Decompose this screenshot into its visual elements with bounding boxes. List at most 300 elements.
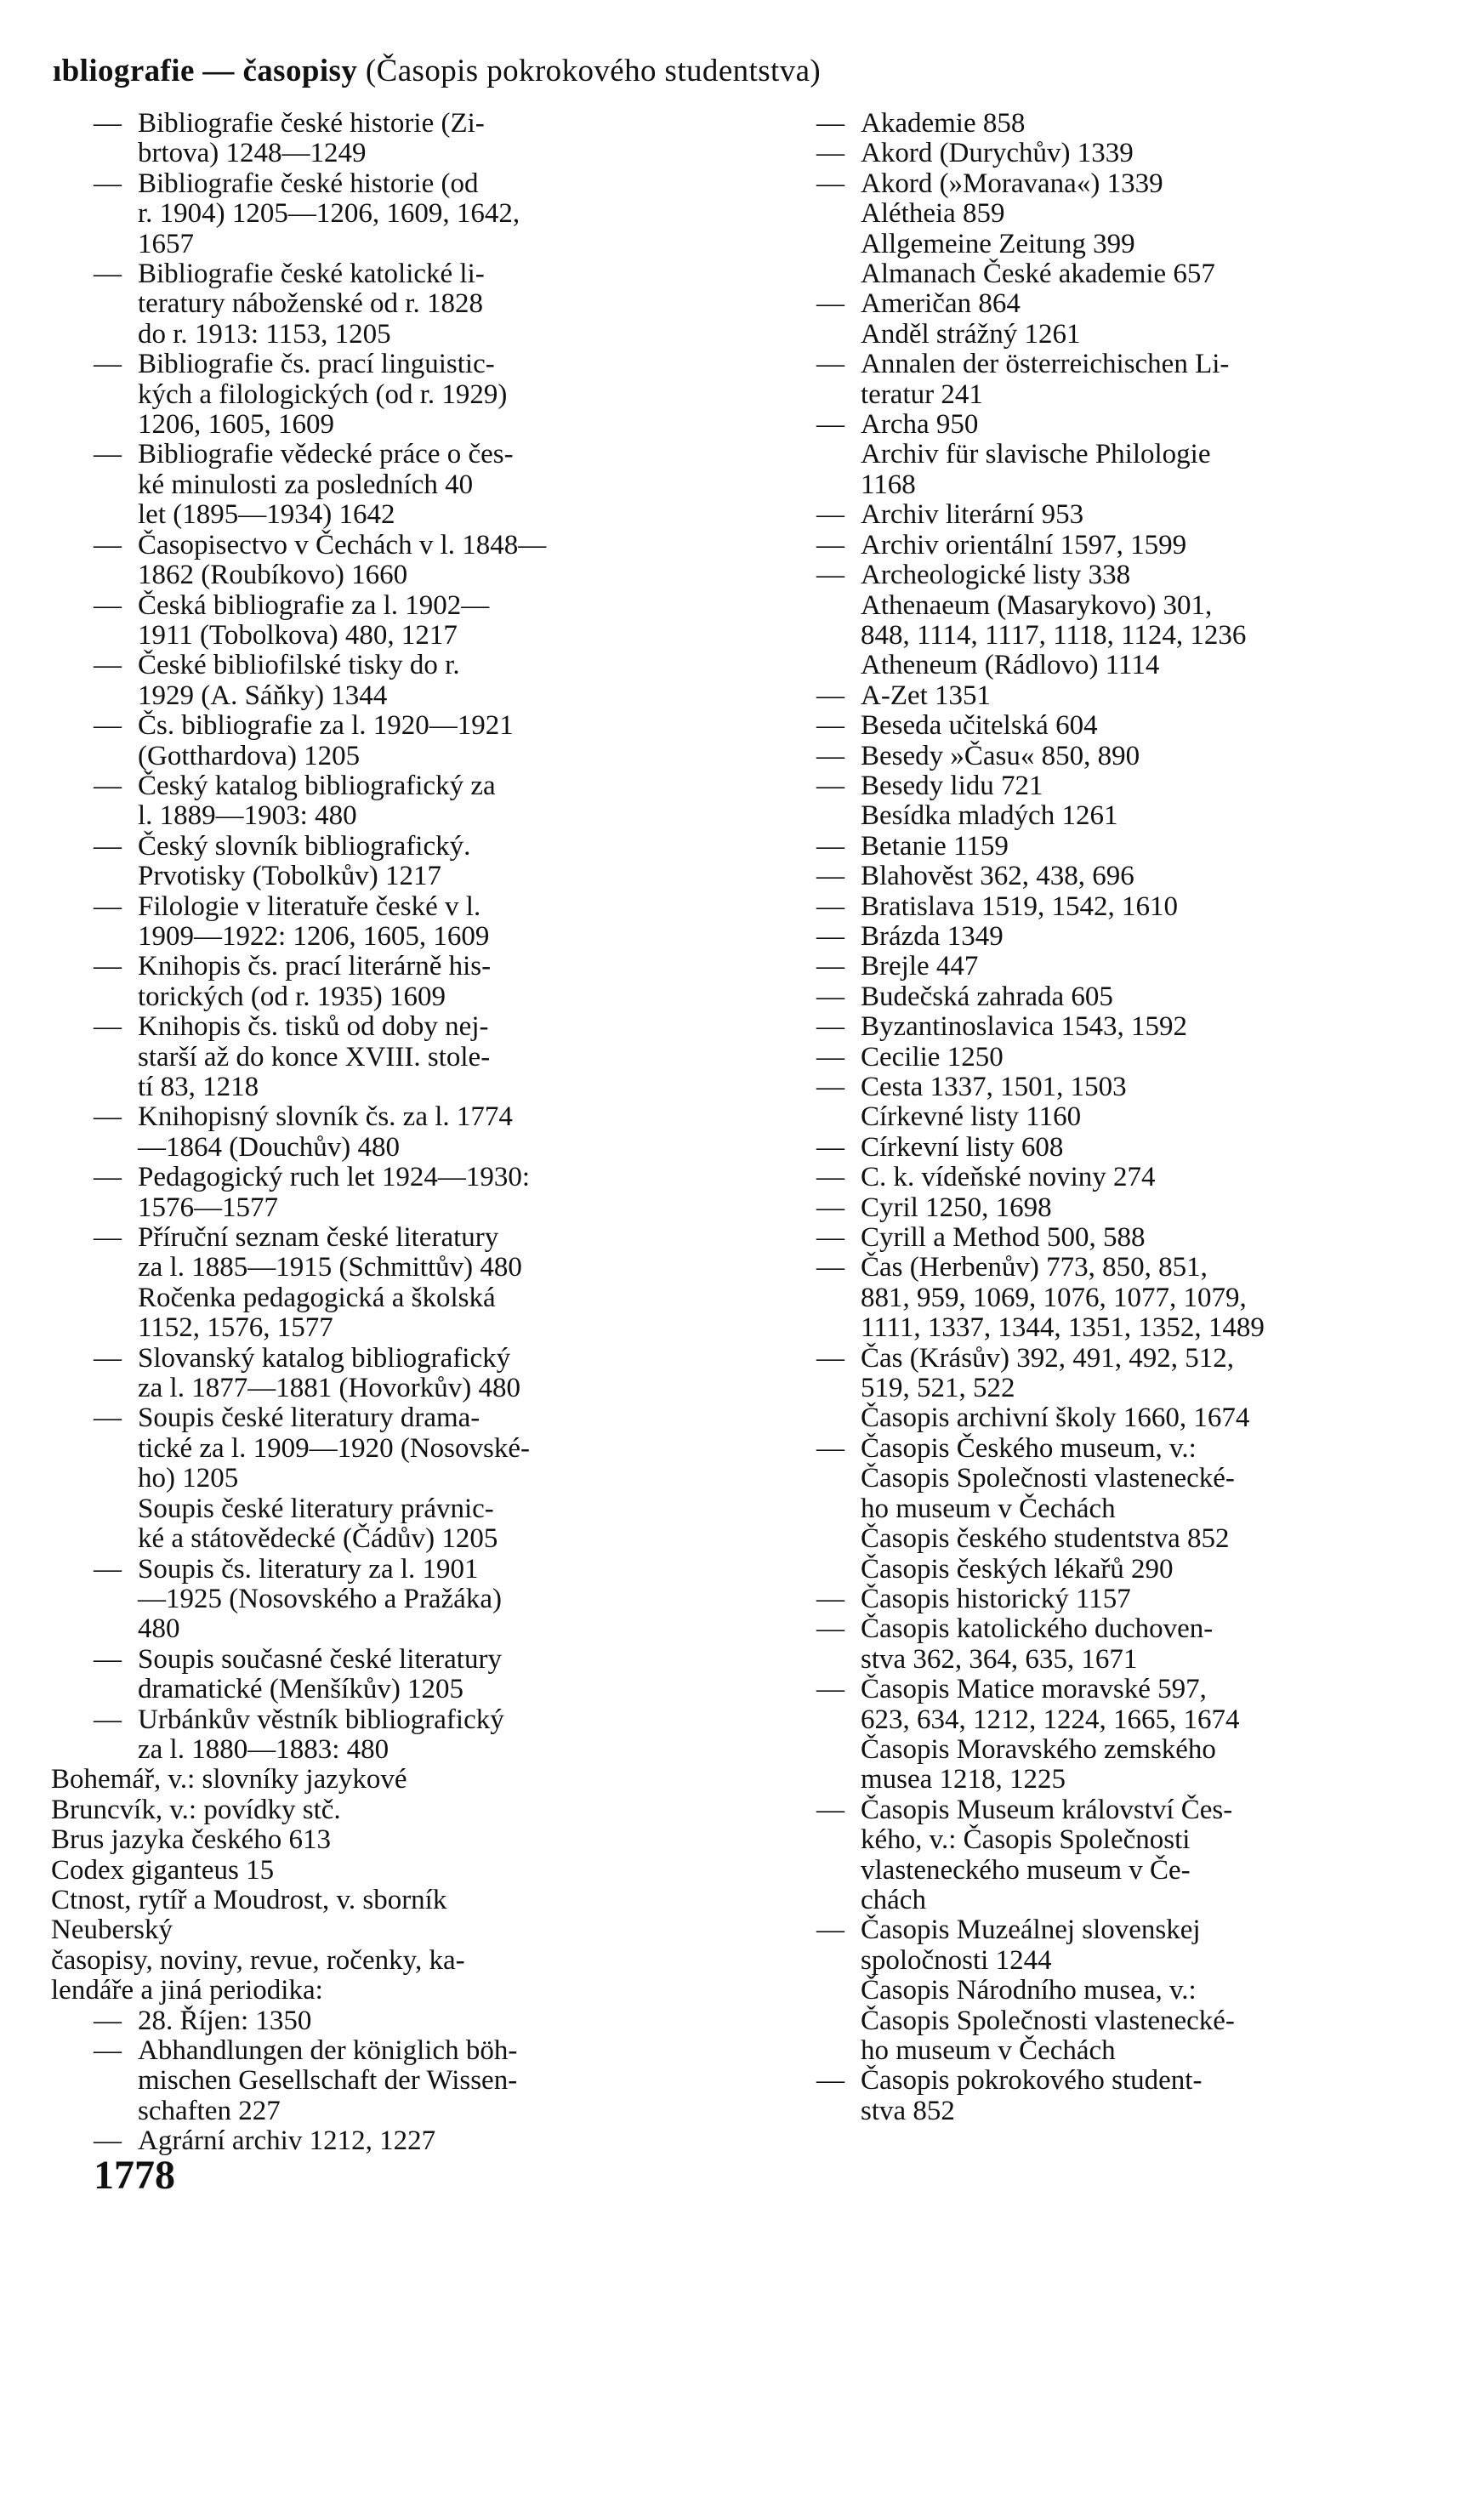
index-entry [816, 560, 1361, 590]
index-entry [94, 651, 706, 711]
entry-text: Český slovník bibliografický. [138, 830, 471, 862]
entry-dash: — [94, 890, 122, 922]
entry-line: za l. 1877—1881 (Hovorkův) 480 [138, 1373, 521, 1404]
entry-text: Čs. bibliografie za l. 1920—1921 [138, 710, 514, 742]
entry-line [94, 892, 706, 922]
entry-dash: — [816, 1915, 844, 1946]
entry-line: 1206, 1605, 1609 [138, 409, 334, 441]
entry-line [816, 742, 1361, 771]
entry-line: Athenaeum (Masarykovo) 301, [861, 589, 1213, 621]
index-entry [816, 169, 1361, 199]
entry-dash: — [816, 108, 844, 139]
entry-line: dramatické (Menšíkův) 1205 [138, 1674, 464, 1705]
entry-line: 1911 (Tobolkova) 480, 1217 [138, 619, 458, 651]
index-entry [51, 1765, 706, 1795]
entry-line: za l. 1880—1883: 480 [138, 1733, 389, 1765]
index-entry [816, 1735, 1361, 1795]
entry-text: Archeologické listy 338 [861, 560, 1131, 591]
entry-text: Brejle 447 [861, 951, 979, 982]
entry-dash: — [94, 1222, 122, 1254]
entry-line [94, 109, 706, 139]
entry-text: Časopisectvo v Čechách v l. 1848— [138, 529, 547, 560]
entry-text: České bibliofilské tisky do r. [138, 650, 460, 681]
entry-dash: — [816, 861, 844, 892]
entry-line [94, 259, 706, 289]
entry-line [816, 2066, 1361, 2096]
index-entry [94, 1283, 706, 1344]
entry-dash: — [816, 138, 844, 169]
index-entry [94, 711, 706, 771]
entry-dash: — [94, 1553, 122, 1585]
index-entry [816, 801, 1361, 831]
entry-dash: — [816, 1674, 844, 1705]
index-entry [94, 2126, 706, 2156]
entry-text: Besedy lidu 721 [861, 770, 1043, 801]
entry-line: Časopis Moravského zemského [861, 1733, 1216, 1765]
entry-line [94, 169, 706, 199]
entry-line [816, 1163, 1361, 1192]
entry-text: Cesta 1337, 1501, 1503 [861, 1072, 1127, 1102]
entry-dash: — [94, 951, 122, 982]
entry-text: C. k. vídeňské noviny 274 [861, 1162, 1156, 1193]
entry-line: 1657 [138, 228, 194, 259]
entry-text: Příruční seznam české literatury [138, 1222, 499, 1254]
index-entry [816, 1102, 1361, 1132]
entry-text: Časopis historický 1157 [861, 1583, 1131, 1614]
index-entry [816, 500, 1361, 530]
entry-line: stva 852 [861, 2095, 955, 2126]
entry-dash: — [94, 1704, 122, 1735]
entry-text: Američan 864 [861, 288, 1021, 320]
entry-text: Filologie v literatuře české v l. [138, 890, 481, 922]
index-entry [94, 350, 706, 440]
entry-line [94, 952, 706, 982]
index-entry [816, 1073, 1361, 1102]
entry-line: ho museum v Čechách [861, 2035, 1116, 2066]
index-entry [94, 109, 706, 169]
entry-line: Časopis českých lékařů 290 [861, 1553, 1174, 1585]
index-entry [51, 1886, 706, 1946]
entry-line: 1576—1577 [138, 1192, 278, 1223]
index-entry [94, 591, 706, 652]
entry-dash: — [94, 589, 122, 621]
index-entry [816, 711, 1361, 741]
running-header [53, 53, 821, 89]
entry-text: Budečská zahrada 605 [861, 981, 1113, 1012]
index-entry [816, 1585, 1361, 1614]
entry-text: Betanie 1159 [861, 830, 1009, 862]
entry-text: Bibliografie české historie (od [138, 168, 479, 199]
index-entry [816, 259, 1361, 289]
entry-text: Knihopis čs. tisků od doby nej- [138, 1011, 489, 1043]
entry-dash: — [816, 920, 844, 952]
index-entry [816, 1434, 1361, 1524]
index-entry [816, 591, 1361, 652]
entry-line [94, 1223, 706, 1253]
entry-line [816, 1585, 1361, 1614]
entry-line: Časopis Společnosti vlastenecké- [861, 1463, 1235, 1494]
entry-line: tí 83, 1218 [138, 1072, 259, 1102]
entry-dash: — [94, 259, 122, 290]
entry-text: Čas (Herbenův) 773, 850, 851, [861, 1252, 1208, 1283]
entry-line: Almanach České akademie 657 [861, 259, 1215, 290]
entry-dash: — [816, 288, 844, 320]
index-entry [94, 1494, 706, 1555]
index-entry [816, 1675, 1361, 1735]
entry-text: Archiv literární 953 [861, 499, 1084, 531]
entry-dash: — [816, 499, 844, 531]
entry-line: kého, v.: Časopis Společnosti [861, 1824, 1191, 1856]
entry-line [816, 531, 1361, 560]
entry-line: 1152, 1576, 1577 [138, 1312, 333, 1344]
entry-text: Čas (Krásův) 392, 491, 492, 512, [861, 1342, 1235, 1374]
entry-line [816, 1675, 1361, 1704]
index-entry [816, 1524, 1361, 1554]
entry-text: 28. Říjen: 1350 [138, 2005, 312, 2036]
entry-dash: — [816, 409, 844, 441]
index-entry [816, 440, 1361, 500]
entry-text: Česká bibliografie za l. 1902— [138, 589, 490, 621]
entry-line [816, 1915, 1361, 1945]
entry-line: 1862 (Roubíkovo) 1660 [138, 560, 408, 591]
entry-line: Besídka mladých 1261 [861, 800, 1118, 832]
index-entry [816, 1976, 1361, 2066]
entry-line: vlasteneckého museum v Če- [861, 1854, 1191, 1886]
entry-line [94, 771, 706, 801]
entry-line [816, 862, 1361, 891]
entry-dash: — [816, 830, 844, 862]
entry-line: 1909—1922: 1206, 1605, 1609 [138, 920, 490, 952]
entry-line [94, 591, 706, 621]
index-entry [816, 1795, 1361, 1916]
entry-text: Bibliografie české historie (Zi- [138, 108, 485, 139]
entry-text: Archa 950 [861, 409, 979, 441]
entry-line [816, 922, 1361, 952]
index-entry [94, 952, 706, 1012]
index-entry [816, 982, 1361, 1012]
entry-line [816, 982, 1361, 1012]
entry-line: Alétheia 859 [861, 198, 1005, 230]
entry-line: Anděl strážný 1261 [861, 318, 1081, 350]
entry-line: 1168 [861, 469, 916, 500]
index-entry [816, 681, 1361, 711]
index-entry [94, 1223, 706, 1283]
entry-text: Annalen der österreichischen Li- [861, 349, 1230, 380]
entry-line [816, 410, 1361, 440]
index-entry [816, 1043, 1361, 1073]
entry-text: Bratislava 1519, 1542, 1610 [861, 890, 1179, 922]
entry-dash: — [94, 349, 122, 380]
entry-text: Akord (Durychův) 1339 [861, 138, 1134, 169]
entry-line [816, 560, 1361, 590]
index-entry [816, 1012, 1361, 1042]
entry-text: Bibliografie české katolické li- [138, 259, 485, 290]
entry-dash: — [816, 890, 844, 922]
index-entry [816, 1614, 1361, 1675]
entry-line [816, 832, 1361, 862]
entry-dash: — [94, 108, 122, 139]
index-entry [94, 2006, 706, 2036]
entry-text: Časopis Matice moravské 597, [861, 1674, 1207, 1705]
entry-text: Akord (»Moravana«) 1339 [861, 168, 1163, 199]
entry-line [816, 169, 1361, 199]
index-entry [816, 862, 1361, 891]
entry-text: Pedagogický ruch let 1924—1930: [138, 1162, 531, 1193]
entry-line: 1929 (A. Sáňky) 1344 [138, 680, 388, 711]
entry-line [94, 1102, 706, 1132]
entry-line [816, 1253, 1361, 1283]
entry-text: Soupis současné české literatury [138, 1643, 502, 1675]
entry-line [816, 1043, 1361, 1073]
entry-text: Časopis Českého museum, v.: [861, 1432, 1197, 1464]
index-entry [816, 139, 1361, 168]
entry-line [94, 1645, 706, 1675]
entry-line: r. 1904) 1205—1206, 1609, 1642, [138, 198, 520, 230]
index-entry [94, 169, 706, 259]
entry-dash: — [94, 1342, 122, 1374]
index-entry [94, 2036, 706, 2126]
entry-dash: — [816, 168, 844, 199]
entry-line [816, 1434, 1361, 1464]
index-entry [94, 1344, 706, 1404]
entry-dash: — [816, 529, 844, 560]
index-entry [816, 350, 1361, 410]
entry-line: do r. 1913: 1153, 1205 [138, 318, 391, 350]
entry-line: Prvotisky (Tobolkův) 1217 [138, 861, 442, 892]
entry-line: Allgemeine Zeitung 399 [861, 228, 1135, 259]
entry-text: Byzantinoslavica 1543, 1592 [861, 1011, 1188, 1043]
entry-text: Časopis pokrokového student- [861, 2065, 1203, 2097]
entry-line: Bruncvík, v.: povídky stč. [51, 1794, 341, 1825]
entry-line [94, 1403, 706, 1433]
entry-line: musea 1218, 1225 [861, 1764, 1066, 1795]
entry-line [816, 289, 1361, 319]
index-entry [94, 771, 706, 832]
entry-text: Církevní listy 608 [861, 1131, 1064, 1163]
entry-line: l. 1889—1903: 480 [138, 800, 357, 832]
entry-dash: — [94, 650, 122, 681]
entry-dash: — [816, 1222, 844, 1254]
entry-line [816, 1193, 1361, 1223]
entry-dash: — [816, 1342, 844, 1374]
index-entry [816, 109, 1361, 139]
entry-text: Český katalog bibliografický za [138, 770, 496, 801]
entry-dash: — [94, 2005, 122, 2036]
index-entry [94, 1012, 706, 1102]
entry-dash: — [816, 680, 844, 711]
entry-line [94, 832, 706, 862]
entry-text: Bibliografie čs. prací linguistic- [138, 349, 495, 380]
entry-dash: — [816, 1613, 844, 1645]
entry-line: Archiv für slavische Philologie [861, 439, 1211, 470]
entry-dash: — [816, 1131, 844, 1163]
index-entry [816, 1253, 1361, 1343]
entry-line: Atheneum (Rádlovo) 1114 [861, 650, 1160, 681]
entry-text: Časopis katolického duchoven- [861, 1613, 1214, 1645]
entry-line: Církevné listy 1160 [861, 1101, 1082, 1133]
entry-dash: — [816, 560, 844, 591]
entry-line [816, 1073, 1361, 1102]
entry-text: Blahověst 362, 438, 696 [861, 861, 1134, 892]
entry-line: 848, 1114, 1117, 1118, 1124, 1236 [861, 619, 1247, 651]
entry-line: Soupis české literatury právnic- [138, 1493, 494, 1524]
entry-text: Časopis Muzeálnej slovenskej [861, 1915, 1201, 1946]
entry-dash: — [94, 1011, 122, 1043]
entry-dash: — [816, 740, 844, 771]
entry-line: schaften 227 [138, 2095, 281, 2126]
index-entry [51, 1856, 706, 1886]
index-entry [816, 892, 1361, 922]
entry-line: časopisy, noviny, revue, ročenky, ka- [51, 1944, 465, 1976]
index-entry [816, 771, 1361, 801]
entry-text: Bibliografie vědecké práce o čes- [138, 439, 514, 470]
entry-line: —1864 (Douchův) 480 [138, 1131, 400, 1163]
index-entry [816, 199, 1361, 229]
entry-line [816, 681, 1361, 711]
entry-dash: — [94, 1101, 122, 1133]
left-column [51, 108, 706, 2157]
index-entry [816, 1344, 1361, 1404]
entry-text: Cecilie 1250 [861, 1041, 1004, 1073]
index-entry [94, 440, 706, 530]
index-entry [51, 1795, 706, 1825]
entry-dash: — [94, 168, 122, 199]
index-entry [816, 1223, 1361, 1253]
index-entry [816, 922, 1361, 952]
entry-dash: — [816, 1252, 844, 1283]
entry-line [94, 350, 706, 379]
entry-line: Bohemář, v.: slovníky jazykové [51, 1764, 407, 1795]
entry-dash: — [816, 981, 844, 1012]
entry-dash: — [94, 770, 122, 801]
entry-line [816, 1614, 1361, 1644]
entry-line [816, 771, 1361, 801]
entry-dash: — [816, 1192, 844, 1223]
entry-dash: — [94, 830, 122, 862]
index-entry [816, 651, 1361, 680]
index-entry [94, 832, 706, 892]
header-right: (Časopis pokrokového studentstva) [365, 54, 822, 88]
entry-line: 881, 959, 1069, 1076, 1077, 1079, [861, 1282, 1247, 1313]
entry-line: za l. 1885—1915 (Schmittův) 480 [138, 1252, 522, 1283]
index-entry [51, 1825, 706, 1855]
entry-line [816, 1223, 1361, 1253]
entry-line [94, 2126, 706, 2156]
entry-line: brtova) 1248—1249 [138, 138, 367, 169]
index-entry [94, 1645, 706, 1705]
entry-line [816, 500, 1361, 530]
entry-line: ké a státovědecké (Čádův) 1205 [138, 1523, 498, 1555]
entry-text: Brázda 1349 [861, 920, 1004, 952]
index-entry [94, 1555, 706, 1645]
entry-text: Archiv orientální 1597, 1599 [861, 529, 1187, 560]
entry-line: stva 362, 364, 635, 1671 [861, 1643, 1138, 1675]
entry-line: Neuberský [51, 1915, 173, 1946]
entry-line: Ctnost, rytíř a Moudrost, v. sborník [51, 1884, 447, 1915]
entry-line [816, 109, 1361, 139]
entry-line: starší až do konce XVIII. stole- [138, 1041, 491, 1073]
entry-dash: — [816, 710, 844, 742]
index-entry [94, 1163, 706, 1223]
index-entry [816, 1163, 1361, 1192]
index-entry [816, 1193, 1361, 1223]
entry-line: mischen Gesellschaft der Wissen- [138, 2065, 518, 2097]
entry-line: teratury náboženské od r. 1828 [138, 288, 483, 320]
entry-line [94, 1344, 706, 1374]
entry-dash: — [94, 2035, 122, 2066]
entry-dash: — [816, 1162, 844, 1193]
entry-line: tické za l. 1909—1920 (Nosovské- [138, 1432, 530, 1464]
index-entry [816, 531, 1361, 560]
entry-dash: — [816, 1432, 844, 1464]
header-left: ıbliografie — časopisy [53, 54, 358, 88]
entry-line: Časopis archivní školy 1660, 1674 [861, 1403, 1250, 1434]
entry-dash: — [94, 529, 122, 560]
index-entry [816, 832, 1361, 862]
entry-dash: — [94, 1403, 122, 1434]
index-entry [816, 952, 1361, 982]
index-entry [94, 531, 706, 591]
index-entry [816, 410, 1361, 440]
index-entry [816, 1555, 1361, 1585]
entry-line: ho) 1205 [138, 1463, 239, 1494]
entry-line [94, 440, 706, 469]
index-entry [816, 1133, 1361, 1163]
entry-text: Abhandlungen der königlich böh- [138, 2035, 518, 2066]
index-entry [816, 2066, 1361, 2126]
entry-dash: — [94, 1162, 122, 1193]
entry-line [94, 1555, 706, 1585]
entry-line: spoločnosti 1244 [861, 1944, 1052, 1976]
entry-dash: — [94, 2125, 122, 2157]
entry-line: ho museum v Čechách [861, 1493, 1116, 1524]
entry-line [816, 892, 1361, 922]
entry-dash: — [816, 1072, 844, 1102]
entry-text: Cyrill a Method 500, 588 [861, 1222, 1146, 1254]
index-entry [94, 259, 706, 350]
index-entry [816, 1403, 1361, 1433]
entry-text: Akademie 858 [861, 108, 1026, 139]
entry-text: Knihopisný slovník čs. za l. 1774 [138, 1101, 513, 1133]
index-entry [94, 1102, 706, 1163]
entry-line [94, 651, 706, 680]
entry-line [816, 139, 1361, 168]
entry-line [94, 711, 706, 741]
entry-dash: — [94, 710, 122, 742]
entry-line [816, 952, 1361, 982]
entry-line: Brus jazyka českého 613 [51, 1824, 331, 1856]
entry-line [94, 531, 706, 560]
entry-line: Ročenka pedagogická a školská [138, 1282, 496, 1313]
entry-line [94, 1705, 706, 1735]
index-entry [816, 742, 1361, 771]
index-entry [94, 892, 706, 953]
index-entry [816, 230, 1361, 259]
entry-dash: — [816, 951, 844, 982]
entry-line [94, 2036, 706, 2066]
entry-dash: — [816, 349, 844, 380]
entry-dash: — [94, 439, 122, 470]
entry-dash: — [816, 770, 844, 801]
entry-dash: — [816, 1041, 844, 1073]
entry-text: Soupis čs. literatury za l. 1901 [138, 1553, 479, 1585]
entry-line [816, 350, 1361, 379]
entry-line: Časopis Národního musea, v.: [861, 1975, 1197, 2006]
entry-text: Knihopis čs. prací literárně his- [138, 951, 492, 982]
entry-line: Časopis českého studentstva 852 [861, 1523, 1230, 1555]
entry-line: 623, 634, 1212, 1224, 1665, 1674 [861, 1704, 1240, 1735]
entry-line: let (1895—1934) 1642 [138, 499, 395, 531]
